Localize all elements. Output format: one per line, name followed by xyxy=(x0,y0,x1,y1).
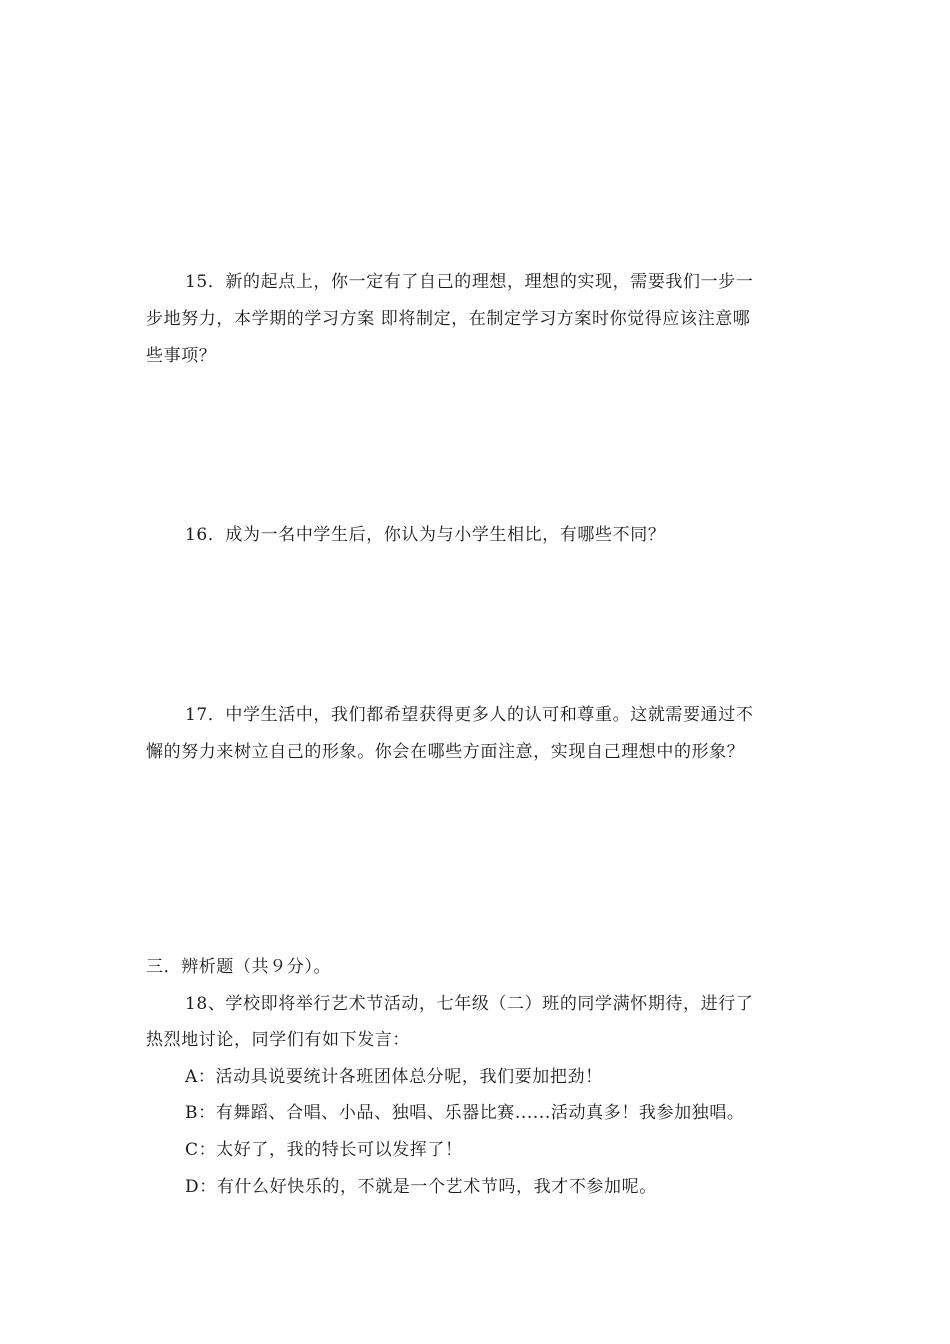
q15-line-2: 步地努力，本学期的学习方案 即将制定，在制定学习方案时你觉得应该注意哪 xyxy=(146,309,751,329)
q15-line-1: 15．新的起点上，你一定有了自己的理想，理想的实现，需要我们一步一 xyxy=(185,272,754,292)
q16-line-1: 16．成为一名中学生后，你认为与小学生相比，有哪些不同？ xyxy=(185,525,666,545)
q18-line-2: 热烈地讨论，同学们有如下发言： xyxy=(146,1030,410,1050)
q18-option-b: B：有舞蹈、合唱、小品、独唱、乐器比赛......活动真多！我参加独唱。 xyxy=(185,1103,745,1123)
q18-option-a: A：活动具说要统计各班团体总分呢，我们要加把劲！ xyxy=(185,1067,603,1087)
section-3-heading: 三．辨析题（共９分）。 xyxy=(146,957,332,977)
q15-line-3: 些事项？ xyxy=(146,346,217,366)
q17-line-1: 17．中学生活中，我们都希望获得更多人的认可和尊重。这就需要通过不 xyxy=(185,705,754,725)
q17-line-2: 懈的努力来树立自己的形象。你会在哪些方面注意，实现自己理想中的形象？ xyxy=(146,742,745,762)
q18-option-d: D：有什么好快乐的，不就是一个艺术节吗，我才不参加呢。 xyxy=(185,1177,657,1197)
q18-option-c: C：太好了，我的特长可以发挥了！ xyxy=(185,1140,463,1160)
q18-line-1: 18、学校即将举行艺术节活动，七年级（二）班的同学满怀期待，进行了 xyxy=(185,994,754,1014)
